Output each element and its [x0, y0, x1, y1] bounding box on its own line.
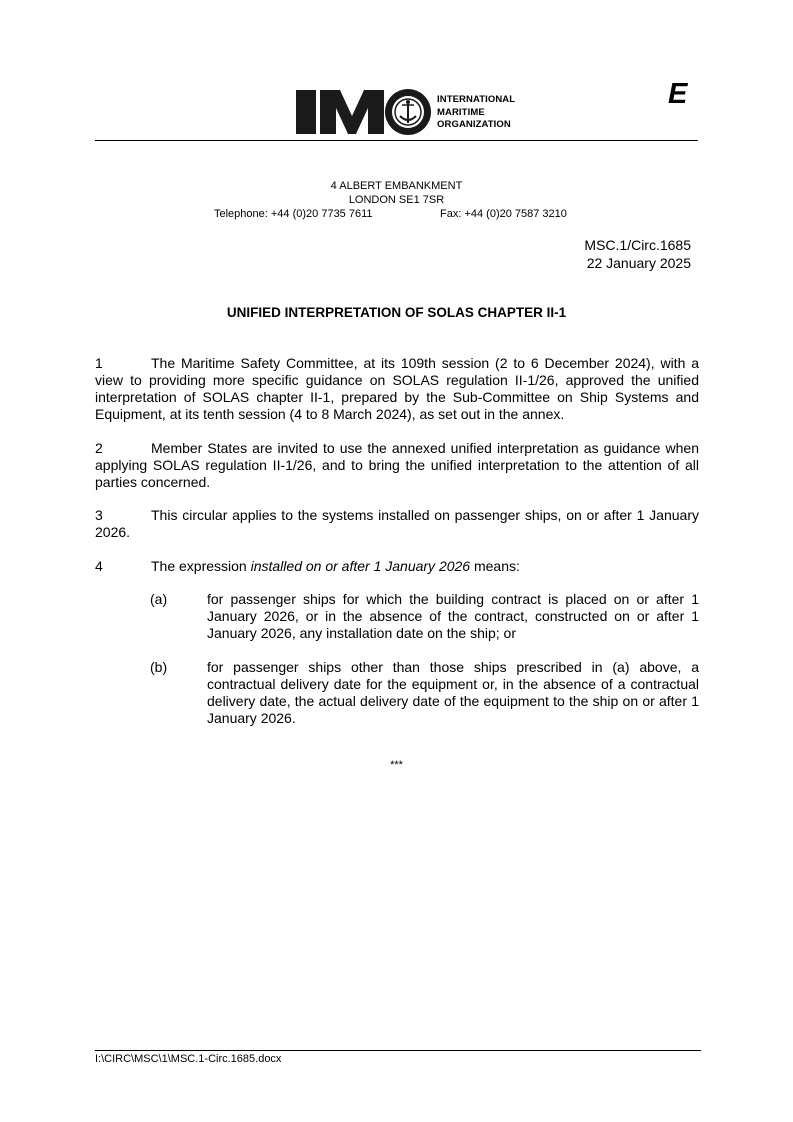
language-indicator: E — [668, 78, 688, 110]
paragraph-2 — [95, 440, 699, 491]
paragraph-number: 1 — [95, 355, 103, 371]
paragraph-text-before: The expression — [151, 558, 251, 574]
subitem-a — [150, 591, 699, 642]
address-line-2: LONDON SE1 7SR — [348, 194, 445, 206]
org-line-2: MARITIME — [437, 106, 485, 118]
organization-name — [437, 94, 515, 132]
subitem-label: (b) — [150, 659, 168, 675]
org-line-3: ORGANIZATION — [437, 119, 511, 130]
fax: Fax: +44 (0)20 7587 3210 — [440, 208, 567, 220]
paragraph-1 — [95, 355, 699, 423]
subitem-b — [150, 659, 699, 727]
paragraph-text-after: means: — [470, 558, 520, 574]
paragraph-text: The Maritime Safety Committee, at its 109th session (2 to 6 December 2024), with a view to providing more specific guidance on SOLAS regulation II-1/26, approved the unified interpretation of SOLAS chapter II-1, prepared by the Sub-Committee on Ship Systems and Equipment, at its tenth session (4 to 8 March 2024), as set out in the annex. — [95, 355, 699, 422]
end-mark: *** — [390, 759, 403, 771]
paragraph-text-italic: installed on or after 1 January 2026 — [250, 558, 471, 574]
address-line-1: 4 ALBERT EMBANKMENT — [330, 180, 463, 192]
paragraph-4 — [95, 558, 699, 575]
paragraph-text: This circular applies to the systems installed on passenger ships, on or after 1 January 2026. — [95, 507, 699, 540]
paragraph-number: 3 — [95, 507, 103, 523]
document-date: 22 January 2025 — [586, 255, 691, 271]
subitem-text: for passenger ships for which the building contract is placed on or after 1 January 2026, or in the absence of the contract, constructed on or after 1 January 2026, any installation date on the ship; or — [207, 591, 699, 641]
imo-logo-mark — [296, 88, 436, 136]
paragraph-text: Member States are invited to use the annexed unified interpretation as guidance when applying SOLAS regulation II-1/26, and to bring the unified interpretation to the attention of all parties concerned. — [95, 440, 699, 490]
paragraph-number: 2 — [95, 440, 103, 456]
document-title: UNIFIED INTERPRETATION OF SOLAS CHAPTER II-1 — [226, 305, 567, 320]
subitem-label: (a) — [150, 591, 168, 607]
document-symbol: MSC.1/Circ.1685 — [584, 237, 691, 253]
paragraph-3 — [95, 507, 699, 541]
subitem-text: for passenger ships other than those ships prescribed in (a) above, a contractual delivery date for the equipment or, in the absence of a contractual delivery date, the actual delivery date of the equipment to the ship on or after 1 January 2026. — [207, 659, 699, 726]
footer-file-path: I:\CIRC\MSC\1\MSC.1-Circ.1685.docx — [95, 1053, 282, 1065]
imo-logo — [296, 88, 526, 136]
org-line-1: INTERNATIONAL — [437, 94, 516, 105]
header-rule — [95, 140, 698, 141]
paragraph-number: 4 — [95, 558, 103, 574]
telephone: Telephone: +44 (0)20 7735 7611 — [214, 208, 373, 220]
footer-rule — [95, 1050, 701, 1051]
